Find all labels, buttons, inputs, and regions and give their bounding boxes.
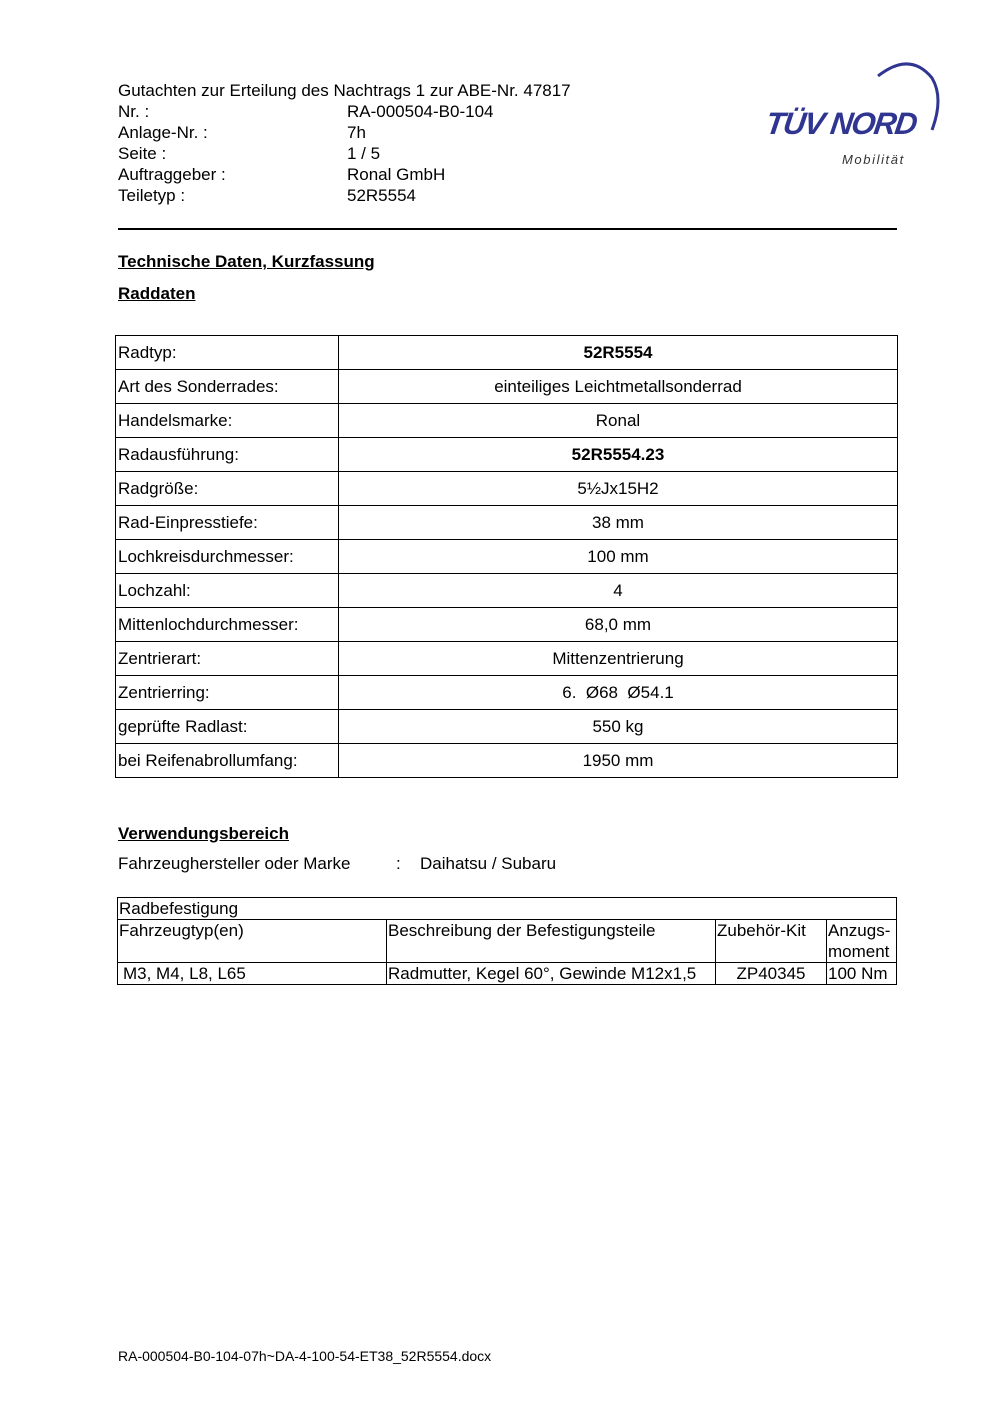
row-label: Zentrierart: — [116, 642, 339, 676]
header-label: Teiletyp : — [118, 186, 186, 205]
header-row-nr — [118, 101, 571, 122]
header-row-seite — [118, 143, 571, 164]
table-row — [116, 642, 898, 676]
row-label: Radtyp: — [116, 336, 339, 370]
row-value: 52R5554.23 — [339, 438, 898, 472]
verwendung-value: Daihatsu / Subaru — [420, 854, 557, 873]
table-row — [116, 676, 898, 710]
row-value: einteiliges Leichtmetallsonderrad — [339, 370, 898, 404]
document-title: Gutachten zur Erteilung des Nachtrags 1 zur ABE-Nr. 47817 — [118, 81, 571, 100]
row-label: Lochzahl: — [116, 574, 339, 608]
row-label: Radgröße: — [116, 472, 339, 506]
column-header: Beschreibung der Befestigungsteile — [387, 920, 716, 963]
row-value: 550 kg — [339, 710, 898, 744]
header-divider — [118, 228, 897, 230]
header-value: 1 / 5 — [347, 144, 381, 163]
row-label: Radausführung: — [116, 438, 339, 472]
verwendung-label: Fahrzeughersteller oder Marke — [118, 854, 351, 873]
row-value: 5½Jx15H2 — [339, 472, 898, 506]
header-row-teiletyp — [118, 185, 571, 206]
header-row-anlage — [118, 122, 571, 143]
cell-beschreibung: Radmutter, Kegel 60°, Gewinde M12x1,5 — [387, 963, 716, 985]
row-label: Zentrierring: — [116, 676, 339, 710]
table-title-row — [118, 898, 897, 920]
row-value: 38 mm — [339, 506, 898, 540]
row-value: Mittenzentrierung — [339, 642, 898, 676]
row-label: geprüfte Radlast: — [116, 710, 339, 744]
table-row — [116, 506, 898, 540]
header-value: RA-000504-B0-104 — [347, 102, 494, 121]
header-row-auftraggeber — [118, 164, 571, 185]
row-value: 6. Ø68 Ø54.1 — [339, 676, 898, 710]
tuev-nord-logo — [760, 56, 945, 171]
table-row — [116, 710, 898, 744]
row-label: Handelsmarke: — [116, 404, 339, 438]
raddaten-table — [115, 335, 898, 778]
table-title: Radbefestigung — [118, 898, 897, 920]
table-row — [116, 540, 898, 574]
row-value: 4 — [339, 574, 898, 608]
row-value: 52R5554 — [339, 336, 898, 370]
header-label: Seite : — [118, 144, 167, 163]
row-value: 1950 mm — [339, 744, 898, 778]
table-row — [116, 744, 898, 778]
document-header — [118, 80, 571, 206]
header-value: 7h — [347, 123, 366, 142]
header-label: Anlage-Nr. : — [118, 123, 208, 142]
table-header-row — [118, 920, 897, 963]
row-label: Mittenlochdurchmesser: — [116, 608, 339, 642]
logo-wordmark: TÜV NORD — [763, 106, 919, 141]
row-value: 100 mm — [339, 540, 898, 574]
table-row — [116, 336, 898, 370]
table-row — [116, 438, 898, 472]
section-heading-technische-daten: Technische Daten, Kurzfassung — [118, 252, 375, 271]
column-header: Zubehör-Kit — [716, 920, 827, 963]
table-row — [116, 404, 898, 438]
row-label: Art des Sonderrades: — [116, 370, 339, 404]
header-label: Auftraggeber : — [118, 165, 226, 184]
row-label: Rad-Einpresstiefe: — [116, 506, 339, 540]
radbefestigung-table — [117, 897, 897, 985]
column-header: Fahrzeugtyp(en) — [118, 920, 387, 963]
table-row — [116, 608, 898, 642]
verwendung-separator: : — [396, 854, 401, 873]
row-label: bei Reifenabrollumfang: — [116, 744, 339, 778]
section-heading-raddaten: Raddaten — [118, 284, 196, 303]
row-value: 68,0 mm — [339, 608, 898, 642]
table-row — [116, 370, 898, 404]
column-header: Anzugs-moment — [827, 920, 897, 963]
row-label: Lochkreisdurchmesser: — [116, 540, 339, 574]
table-row — [116, 574, 898, 608]
cell-zubehoer-kit: ZP40345 — [716, 963, 827, 985]
verwendung-line — [118, 854, 556, 874]
table-row — [116, 472, 898, 506]
section-heading-verwendungsbereich: Verwendungsbereich — [118, 824, 289, 843]
document-footer: RA-000504-B0-104-07h~DA-4-100-54-ET38_52R5554.docx — [118, 1348, 492, 1364]
cell-anzugsmoment: 100 Nm — [827, 963, 897, 985]
header-label: Nr. : — [118, 102, 150, 121]
logo-subtitle: Mobilität — [842, 152, 905, 167]
row-value: Ronal — [339, 404, 898, 438]
table-row — [118, 963, 897, 985]
header-value: 52R5554 — [347, 186, 417, 205]
cell-fahrzeugtyp: M3, M4, L8, L65 — [118, 963, 387, 985]
header-value: Ronal GmbH — [347, 165, 446, 184]
